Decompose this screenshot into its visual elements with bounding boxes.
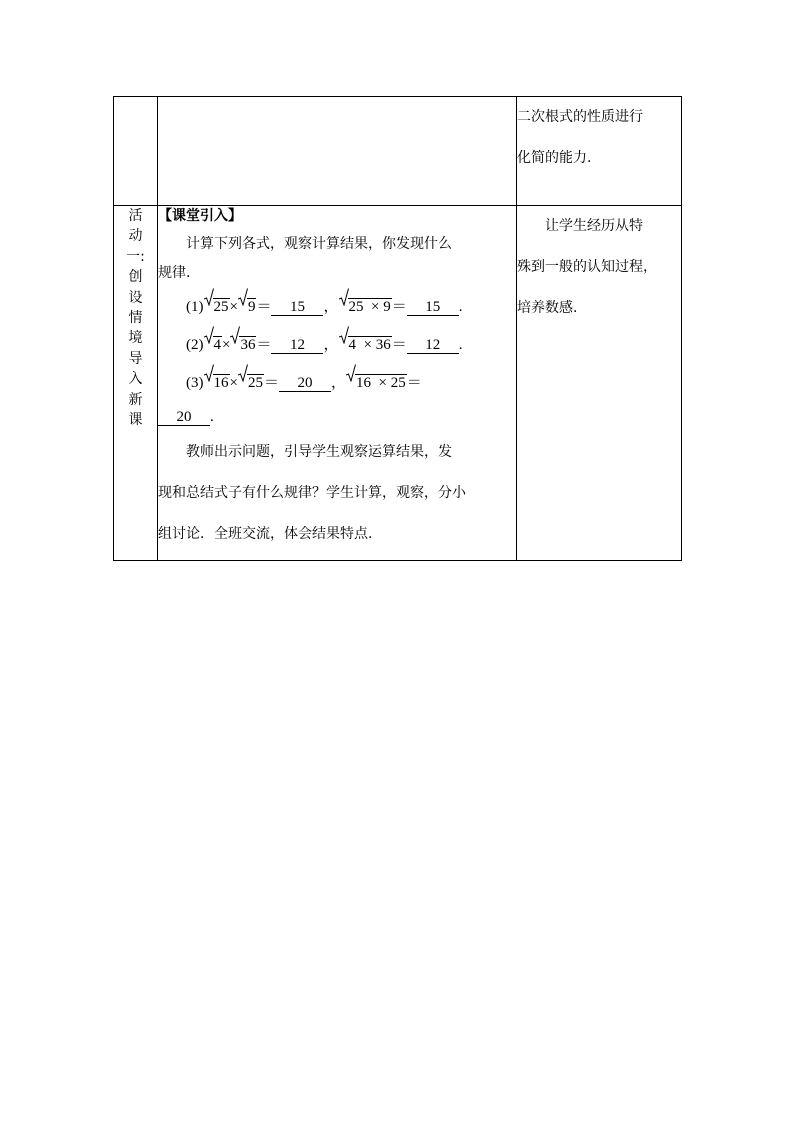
activity-label-cell [114, 206, 158, 561]
design-intent-line: 培养数感. [517, 300, 578, 316]
exercise-line: (1) 25× 9＝ 15 ， 25 × 9＝ 15 . [158, 288, 516, 326]
answer-blank: 15 [407, 299, 459, 316]
section-heading: 【课堂引入】 [158, 208, 242, 224]
activity-content-cell [158, 206, 517, 561]
radical-sign-icon [204, 326, 214, 344]
radical-expression [339, 326, 392, 364]
radicand: 4 [213, 337, 221, 353]
content-cell-empty [158, 97, 517, 206]
answer-blank: 20 [279, 375, 331, 392]
exercise-line: (3) 16× 25＝ 20 ， 16 × 25＝ [158, 364, 516, 402]
teacher-guidance-text: 教师出示问题，引导学生观察运算结果，发 [186, 444, 452, 460]
exercise-number: (2) [186, 337, 204, 353]
radical-sign-icon [204, 288, 214, 306]
activity-label-char: 一: [126, 248, 145, 265]
teacher-guidance-text: 现和总结式子有什么规律？学生计算，观察，分小 [158, 485, 466, 501]
radical-expression [204, 288, 230, 326]
radicand: 25 [247, 375, 263, 391]
design-intent-cell [517, 97, 682, 206]
radical-sign-icon [238, 288, 248, 306]
intro-text: 计算下列各式，观察计算结果，你发现什么 [186, 236, 452, 252]
design-intent-line: 化简的能力. [517, 150, 592, 166]
design-intent-line: 殊到一般的认知过程， [517, 259, 657, 275]
activity-label-char: 课 [128, 412, 143, 429]
radical-sign-icon [230, 326, 240, 344]
exercise-continuation: 20 . [158, 402, 516, 432]
radicand: 9 [247, 299, 256, 315]
radicand: 4 × 36 [348, 337, 391, 353]
radicand: 36 [240, 337, 256, 353]
answer-blank: 12 [271, 337, 323, 354]
exercise-number: (3) [186, 375, 204, 391]
activity-label-char: 入 [128, 371, 143, 388]
activity-label-char: 设 [128, 289, 143, 306]
activity-label-char: 动 [128, 228, 143, 245]
intro-text: 规律. [158, 265, 191, 281]
radical-expression [339, 288, 392, 326]
radical-sign-icon [339, 288, 349, 306]
activity-label-char: 情 [128, 310, 143, 327]
radical-expression [204, 326, 223, 364]
table-row [114, 97, 682, 206]
teacher-guidance-text: 组讨论．全班交流，体会结果特点. [158, 526, 373, 542]
activity-label-char: 境 [128, 330, 143, 347]
design-intent-line: 二次根式的性质进行 [517, 109, 643, 125]
radical-expression [238, 364, 264, 402]
answer-blank: 12 [407, 337, 459, 354]
lesson-plan-table [113, 96, 682, 561]
activity-label-char: 导 [128, 350, 143, 367]
radical-expression [238, 288, 257, 326]
radical-sign-icon [204, 364, 214, 382]
exercise-number: (1) [186, 299, 204, 315]
radicand: 25 [213, 299, 229, 315]
radical-sign-icon [346, 364, 356, 382]
radical-expression [204, 364, 230, 402]
radical-sign-icon [238, 364, 248, 382]
radicand: 16 × 25 [356, 375, 406, 391]
design-intent-line: 让学生经历从特 [545, 218, 643, 234]
answer-blank: 20 [158, 409, 210, 426]
radical-sign-icon [339, 326, 349, 344]
radical-expression [230, 326, 256, 364]
answer-blank: 15 [271, 299, 323, 316]
activity-label-char: 新 [128, 391, 143, 408]
activity-label-char: 活 [128, 208, 143, 224]
table-row [114, 206, 682, 561]
exercise-line: (2) 4× 36＝ 12 ， 4 × 36＝ 12 . [158, 326, 516, 364]
activity-label-char: 创 [128, 269, 143, 286]
radicand: 25 × 9 [348, 299, 391, 315]
radical-expression [346, 364, 407, 402]
label-cell-empty [114, 97, 158, 206]
design-intent-cell [517, 206, 682, 561]
radicand: 16 [213, 375, 229, 391]
